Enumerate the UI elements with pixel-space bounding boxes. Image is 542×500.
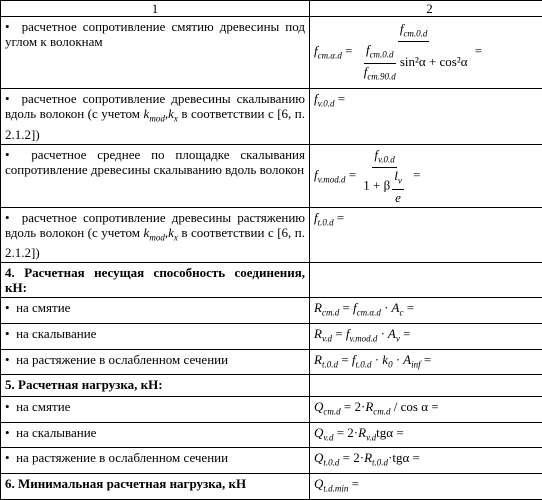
formula-cell [310,89,542,145]
table-row [1,323,542,349]
table-row [1,397,542,423]
formula-shear-mean: $f_{v.mod.d}$ = $f_{v.0.d}$ 1 + β $\frac{l_v}{e}$ = [314,167,420,182]
row-label [1,144,310,207]
section-row [1,263,542,298]
row-text: • на скалывание [5,425,96,440]
row-text-b: в соответствии с [6, п. 2.1.2]) [5,106,305,142]
row-label [1,448,310,474]
formula-cell [310,375,542,397]
row-label [1,207,310,263]
table-row [1,349,542,375]
row-text: • на скалывание [5,326,96,341]
formula-cell [310,349,542,375]
table-row [1,207,542,263]
header-col-2: 2 [310,1,542,17]
formula-capacity-shear: $R_{v.d} = f_{v.mod.d} \cdot A_v$ = [314,326,410,341]
formula-cell [310,473,542,499]
formula-cell [310,397,542,423]
row-text: • расчетное сопротивление смятию древесины под углом к волокнам [5,19,305,49]
formula-cell [310,422,542,448]
row-text: • расчетное среднее по площадке скалывания сопротивление древесины скалыванию вдоль волокон [5,147,305,177]
formula-load-tension: $Q_{t.0.d} = 2\cdot R_{t.0.d}\cdot tg\alpha$ = [314,450,420,465]
row-label [1,323,310,349]
table-row [1,17,542,89]
row-text-a: • расчетное сопротивление древесины растяжению вдоль волокон (с учетом [5,210,305,240]
row-text: • на смятие [5,399,70,414]
row-text: • на смятие [5,300,70,315]
table-row [1,89,542,145]
section-title: 5. Расчетная нагрузка, кН: [1,375,310,397]
table-row [1,144,542,207]
section-title: 6. Минимальная расчетная нагрузка, кН [1,473,310,499]
formula-crushing-angle: $f_{cm.\alpha.d}$ = $f_{cm.0.d}$ $\frac{f_{cm.0.d}}{f_{cm.90.d}}$ sin²α + cos²α = [314,43,482,58]
formula-tension: $f_{t.0.d}$ = [314,210,344,225]
row-label [1,17,310,89]
row-text-a: • расчетное сопротивление древесины скалыванию вдоль волокон (с учетом [5,91,305,121]
section-row [1,375,542,397]
row-text: • на растяжение в ослабленном сечении [5,450,228,465]
table-row [1,448,542,474]
section-title: 4. Расчетная несущая способность соединения, кН: [1,263,310,298]
formula-capacity-tension: $R_{t.0.d} = f_{t.0.d} \cdot k_0 \cdot A_{inf}$ = [314,352,431,367]
row-label [1,298,310,324]
row-text-b: в соответствии с [6, п. 2.1.2]) [5,225,305,261]
formula-cell [310,298,542,324]
table-row [1,298,542,324]
row-label [1,422,310,448]
row-label [1,89,310,145]
table-row [1,422,542,448]
header-col-1: 1 [1,1,310,17]
formula-cell [310,323,542,349]
formula-shear: $f_{v.0.d}$ = [314,91,345,106]
row-text: • на растяжение в ослабленном сечении [5,352,228,367]
formula-cell [310,207,542,263]
row-label [1,349,310,375]
table-header-row [1,1,542,17]
formula-cell [310,263,542,298]
formula-load-crushing: $Q_{cm.d} = 2\cdot R_{cm.d} / \cos \alpha$ = [314,399,439,414]
section-row [1,473,542,499]
coefficient-symbols: $k_{mod},k_x$ [144,225,178,240]
coefficient-symbols: $k_{mod},k_x$ [144,106,178,121]
formula-load-shear: $Q_{v.d} = 2\cdot R_{v.d}tg\alpha$ = [314,425,404,440]
formula-cell [310,448,542,474]
formula-capacity-crushing: $R_{cm.d} = f_{cm.\alpha.d} \cdot A_c$ = [314,300,414,315]
formula-cell [310,17,542,89]
formula-cell [310,144,542,207]
row-label [1,397,310,423]
formula-min-load: $Q_{t.d.min}$ = [314,476,359,491]
